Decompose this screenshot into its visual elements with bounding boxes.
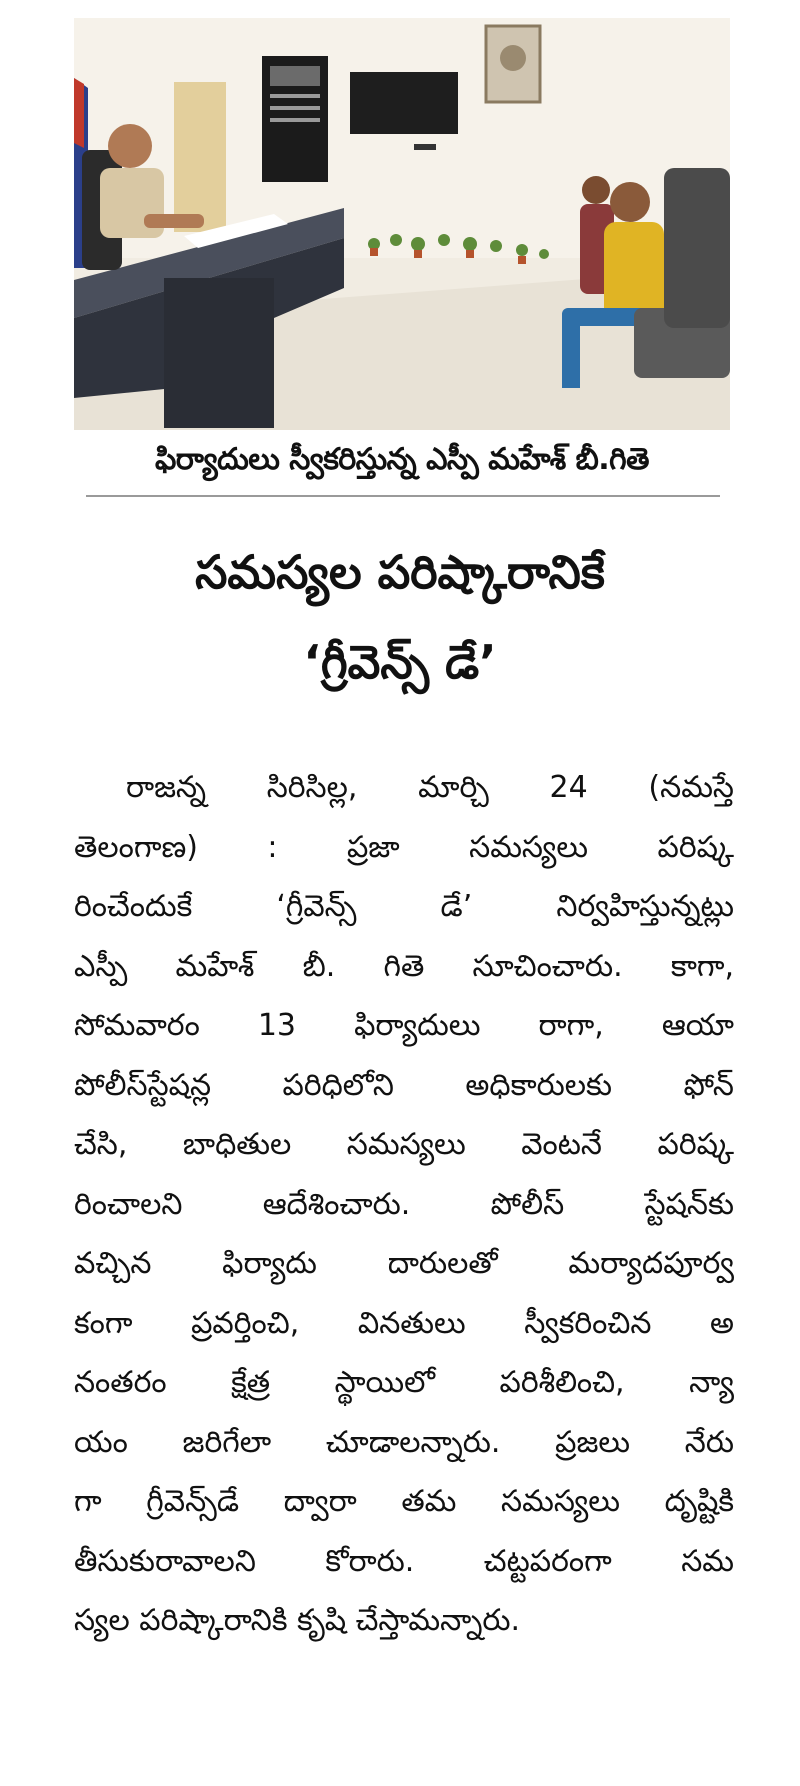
headline-line-1: సమస్యల పరిష్కారానికే xyxy=(195,545,605,599)
article-line: వచ్చిన ఫిర్యాదు దారులతో మర్యాదపూర్వ xyxy=(74,1246,734,1281)
article-line: చేసి, బాధితుల సమస్యలు వెంటనే పరిష్క xyxy=(74,1127,734,1162)
article-line: కంగా ప్రవర్తించి, వినతులు స్వీకరించిన అ xyxy=(74,1305,734,1341)
headline-line-2: ‘గ్రీవెన్స్ డే’ xyxy=(303,635,497,689)
photo-caption: ఫిర్యాదులు స్వీకరిస్తున్న ఎస్పీ మహేశ్ బీ.గితె xyxy=(154,442,650,477)
article-line: యం జరిగేలా చూడాలన్నారు. ప్రజలు నేరు xyxy=(74,1424,734,1460)
article-line: స్యల పరిష్కారానికి కృషి చేస్తామన్నారు. xyxy=(74,1603,521,1638)
article-body xyxy=(74,758,734,1651)
article-line: నంతరం క్షేత్ర స్థాయిలో పరిశీలించి, న్యా xyxy=(74,1365,734,1400)
article-line: గా గ్రీవెన్స్‌డే ద్వారా తమ సమస్యలు దృష్టికి xyxy=(74,1484,734,1519)
article-line: తీసుకురావాలని కోరారు. చట్టపరంగా సమ xyxy=(74,1543,734,1579)
article-photo xyxy=(74,18,730,430)
article-line: ఎస్పీ మహేశ్ బీ. గితె సూచించారు. కాగా, xyxy=(74,948,734,984)
article-line: సోమవారం 13 ఫిర్యాదులు రాగా, ఆయా xyxy=(74,1008,734,1043)
article-line: తెలంగాణ) : ప్రజా సమస్యలు పరిష్క xyxy=(74,829,734,865)
article-line: రాజన్న సిరిసిల్ల, మార్చి 24 (నమస్తే xyxy=(126,770,734,805)
office-photo-illustration xyxy=(74,18,730,430)
article-line: రించేందుకే ‘గ్రీవెన్స్ డే’ నిర్వహిస్తున్నట్లు xyxy=(74,889,734,924)
article-line: పోలీస్‌స్టేషన్ల పరిధిలోని అధికారులకు ఫోన్ xyxy=(74,1067,734,1103)
caption-divider xyxy=(86,495,720,497)
article-line: రించాలని ఆదేశించారు. పోలీస్ స్టేషన్‌కు xyxy=(74,1186,734,1222)
